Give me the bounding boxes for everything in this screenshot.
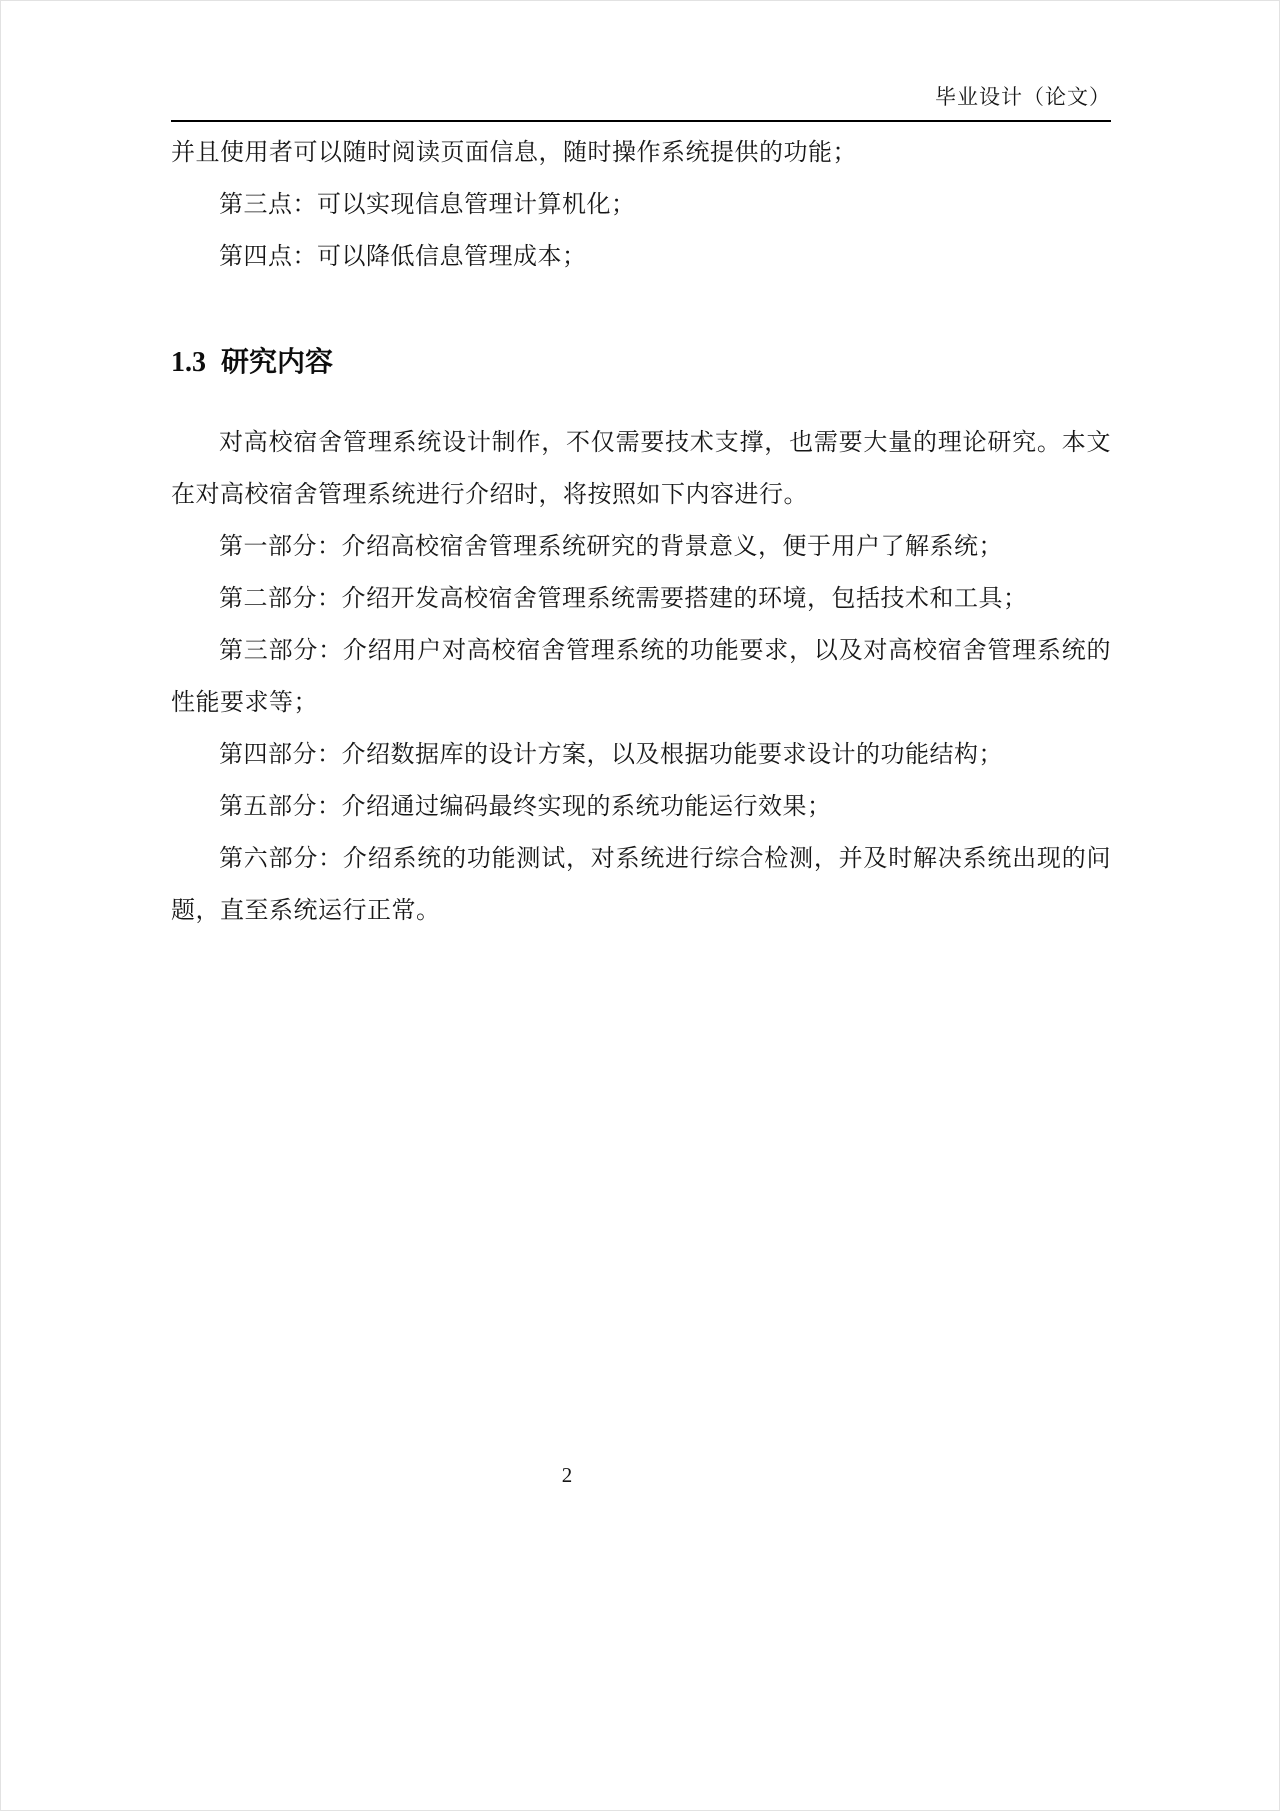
- paragraph-continuation: 并且使用者可以随时阅读页面信息，随时操作系统提供的功能；: [171, 140, 857, 166]
- paragraph-part-one: 第一部分：介绍高校宿舍管理系统研究的背景意义，便于用户了解系统；: [219, 534, 1003, 560]
- section-title: 研究内容: [221, 347, 334, 378]
- paragraph-point-three: 第三点：可以实现信息管理计算机化；: [219, 192, 636, 218]
- page-number: 2: [561, 1463, 573, 1487]
- paragraph-part-two: 第二部分：介绍开发高校宿舍管理系统需要搭建的环境，包括技术和工具；: [219, 586, 1028, 612]
- paragraph-point-four: 第四点：可以降低信息管理成本；: [219, 244, 587, 270]
- section-heading: [171, 343, 1111, 383]
- section-number: 1.3: [171, 347, 206, 378]
- paragraph-part-three: 第三部分：介绍用户对高校宿舍管理系统的功能要求，以及对高校宿舍管理系统的性能要求等；: [171, 638, 1111, 716]
- paragraph-research-intro: 对高校宿舍管理系统设计制作，不仅需要技术支撑，也需要大量的理论研究。本文在对高校宿舍管理系统进行介绍时，将按照如下内容进行。: [171, 430, 1111, 508]
- paragraph-part-four: 第四部分：介绍数据库的设计方案，以及根据功能要求设计的功能结构；: [219, 742, 1003, 768]
- page-header: [171, 81, 1111, 122]
- page-footer: [1, 1463, 1133, 1488]
- header-title: 毕业设计（论文）: [935, 85, 1111, 109]
- document-content: [171, 127, 1111, 937]
- paragraph-part-five: 第五部分：介绍通过编码最终实现的系统功能运行效果；: [219, 794, 832, 820]
- paragraph-part-six: 第六部分：介绍系统的功能测试，对系统进行综合检测，并及时解决系统出现的问题，直至系统运行正常。: [171, 846, 1111, 924]
